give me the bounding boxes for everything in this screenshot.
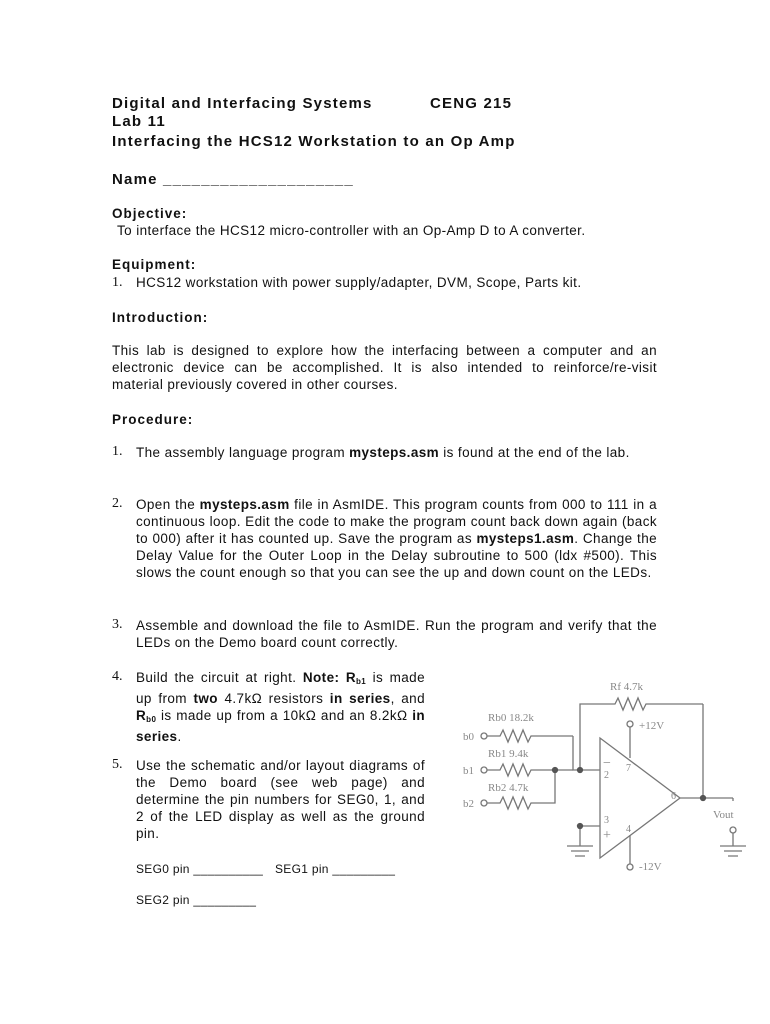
introduction-heading: Introduction: (112, 310, 209, 325)
course-code: CENG 215 (430, 95, 513, 112)
label-pin-2: 2 (604, 770, 609, 781)
lab-number: Lab 11 (112, 113, 166, 130)
filename-mysteps: mysteps.asm (349, 445, 440, 460)
step-4-text: Build the circuit at right. Note: $R_{b1}$ is made up from two 4.7kΩ resistors in series, and $R_{b0}$ is made up from a 10kΩ and an 8.2kΩ in series. (136, 670, 426, 744)
ground-symbol-left (567, 846, 593, 856)
label-rb1: Rb1 9.4k (488, 748, 529, 760)
label-minus-12v: -12V (639, 861, 662, 873)
equipment-heading: Equipment: (112, 257, 197, 272)
ground-symbol-right (720, 846, 746, 856)
step-5-text: Use the schematic and/or layout diagrams of the Demo board (see web page) and determine the pin numbers for SEG0, 1, and 2 of the LED display as well as the ground pin. (136, 758, 425, 841)
step-2-text: Open the mysteps.asm file in AsmIDE. This program counts from 000 to 111 in a continuous loop. Edit the code to make the program count back down again (back to 000) after it has counted up. Save the program as mysteps1.asm. Change the Delay Value for the Outer Loop in the Delay subroutine to 500 (ldx #500). This slows the count enough so that you can see the up and down count on the LEDs. (136, 497, 658, 580)
name-label: Name (112, 171, 158, 188)
label-b2: b2 (463, 798, 474, 810)
resistor-rb1 (487, 764, 573, 776)
lab-title: Interfacing the HCS12 Workstation to an Op Amp (112, 133, 516, 150)
seg0-pin-field[interactable]: SEG0 pin __________ (136, 862, 264, 876)
equipment-text: HCS12 workstation with power supply/adapter, DVM, Scope, Parts kit. (136, 275, 582, 290)
terminal-plus-12v (627, 721, 633, 727)
label-pin-7: 7 (626, 763, 631, 774)
label-b0: b0 (463, 731, 474, 743)
step-3-text: Assemble and download the file to AsmIDE. Run the program and verify that the LEDs on the Demo board count correctly. (136, 618, 657, 650)
op-amp-schematic (455, 668, 755, 888)
terminal-b1 (481, 767, 487, 773)
name-field[interactable] (112, 171, 354, 188)
label-b1: b1 (463, 765, 474, 777)
resistor-rb0 (487, 730, 573, 742)
resistor-rf (593, 698, 703, 710)
course-title: Digital and Interfacing Systems (112, 95, 373, 112)
name-blank: ____________________ (163, 171, 354, 188)
op-amp-triangle (600, 738, 680, 858)
plus-sign: + (603, 828, 611, 843)
label-rb2: Rb2 4.7k (488, 782, 529, 794)
terminal-b2 (481, 800, 487, 806)
label-plus-12v: +12V (639, 720, 665, 732)
terminal-b0 (481, 733, 487, 739)
label-vout: Vout (713, 809, 734, 821)
procedure-heading: Procedure: (112, 412, 194, 427)
step-5-number: 5. (112, 757, 123, 772)
step-3-number: 3. (112, 617, 123, 632)
label-rf: Rf 4.7k (610, 681, 643, 693)
equipment-number: 1. (112, 275, 123, 290)
label-pin-4: 4 (626, 824, 631, 835)
seg2-pin-field[interactable]: SEG2 pin _________ (136, 893, 257, 907)
step-2-number: 2. (112, 496, 123, 511)
step-4-number: 4. (112, 669, 123, 684)
step-1-number: 1. (112, 444, 123, 459)
introduction-text: This lab is designed to explore how the interfacing between a computer and an electronic device can be accomplished. It is also intended to reinforce/re-visit material previously covered in other courses. (112, 343, 657, 392)
terminal-minus-12v (627, 864, 633, 870)
label-rb0: Rb0 18.2k (488, 712, 534, 724)
label-pin-6: 6 (671, 791, 676, 802)
objective-heading: Objective: (112, 206, 188, 221)
terminal-vout (730, 827, 736, 833)
step-1-text: The assembly language program mysteps.asm is found at the end of the lab. (136, 445, 630, 460)
seg1-pin-field[interactable]: SEG1 pin _________ (275, 862, 396, 876)
label-pin-3: 3 (604, 815, 609, 826)
objective-text: To interface the HCS12 micro-controller with an Op-Amp D to A converter. (117, 223, 586, 238)
minus-sign: − (603, 756, 611, 771)
